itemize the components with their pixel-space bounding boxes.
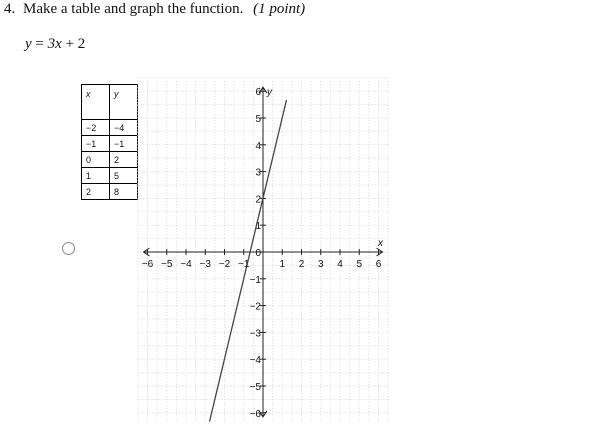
question-number: 4. — [4, 1, 16, 17]
table-cell-y: 2 — [110, 152, 138, 168]
x-tick-label: 1 — [279, 259, 286, 270]
equation-lhs: y — [25, 36, 32, 52]
table-header-x: x — [82, 85, 110, 120]
x-tick-label: 5 — [356, 259, 363, 270]
y-axis-label: y — [267, 87, 272, 99]
equation-coefficient: 3x — [47, 36, 62, 52]
table-cell-y: 5 — [110, 168, 138, 184]
y-tick-label: −6 — [249, 408, 261, 420]
table-cell-x: 1 — [82, 168, 110, 184]
table-header-y: y — [110, 85, 138, 120]
y-tick-label: 6 — [255, 87, 261, 99]
question-text: Make a table and graph the function. — [23, 1, 244, 17]
table-cell-x: 0 — [82, 152, 110, 168]
question-points: (1 point) — [253, 1, 306, 17]
x-tick-label: −2 — [218, 259, 231, 270]
y-tick-label: −2 — [249, 301, 261, 313]
x-tick-label: 4 — [337, 259, 343, 270]
x-tick-label: −4 — [180, 259, 192, 270]
x-tick-label: −6 — [141, 259, 154, 270]
x-tick-label: −5 — [161, 259, 173, 270]
y-tick-label: 4 — [255, 140, 261, 152]
y-tick-label: 1 — [255, 221, 261, 233]
y-tick-label: −1 — [249, 274, 261, 286]
equation-constant: 2 — [77, 36, 86, 52]
y-tick-label: 2 — [255, 194, 261, 206]
equation-plus: + — [65, 36, 75, 52]
table-cell-x: −1 — [82, 136, 110, 152]
equation-equals: = — [35, 36, 44, 52]
x-tick-label: −1 — [238, 259, 250, 270]
x-tick-label: 2 — [298, 259, 305, 270]
y-tick-label: 0 — [255, 248, 261, 259]
table-cell-x: −2 — [82, 120, 110, 136]
y-tick-label: −4 — [249, 355, 261, 367]
table-cell-y: −4 — [110, 120, 138, 136]
y-tick-label: −5 — [249, 382, 261, 393]
y-tick-label: −3 — [249, 328, 261, 340]
x-tick-label: −3 — [199, 259, 211, 270]
table-cell-x: 2 — [82, 184, 110, 200]
y-tick-label: 5 — [255, 114, 261, 125]
graph-axes — [141, 87, 383, 417]
table-cell-y: −1 — [110, 136, 138, 152]
x-axis-label: x — [378, 238, 383, 249]
x-tick-label: 3 — [317, 259, 324, 270]
y-tick-label: 3 — [255, 167, 261, 179]
x-tick-label: 6 — [375, 259, 382, 270]
table-cell-y: 8 — [110, 184, 138, 200]
